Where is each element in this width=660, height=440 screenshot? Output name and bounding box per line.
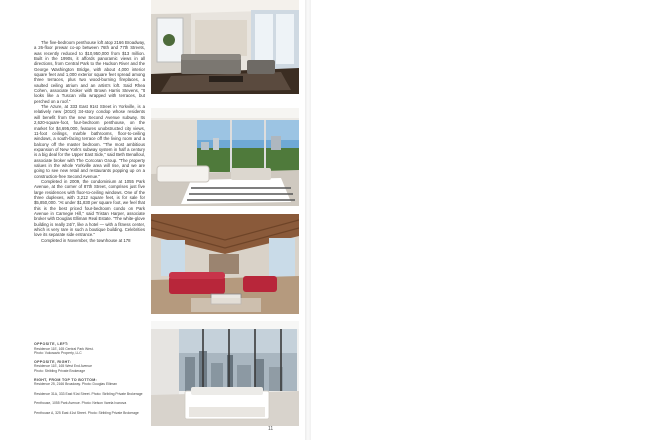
article-body (34, 40, 145, 243)
credit-group (34, 342, 149, 356)
article-paragraph: The Azure, at 333 East 91st Street in Yorkville, is a relatively new (2010) 34-story condop whose residents will benefit from the new Second Avenue subway. Its 2,620-square-foot, four-bedroom penthouse, on the market for $4,695,000, features unobstructed city views, 11-foot ceilings, marble bathrooms, floor-to-ceiling windows, a south-facing terrace off the living room and a balcony off the master bedroom. "The most ambitious expansion of New York's subway system in half a century is a big deal for the Upper East Side," said Beth Benalloul, associate broker with The Corcoran Group. "The property values in the whole Yorkville area will rise, and we are going to see new retail and restaurants popping up on a construction-free Second Avenue." (34, 104, 145, 179)
photo-2166-broadway-living-room (151, 0, 299, 94)
credit-line: Photo: Vukosavic Property, LLC (34, 351, 82, 356)
credit-line: Photo: Stribling Private Brokerage (34, 368, 86, 373)
credit-heading: RIGHT, FROM TOP TO BOTTOM: (34, 377, 98, 382)
left-page (0, 0, 305, 440)
photo-credits (34, 342, 149, 420)
credit-group (34, 360, 149, 374)
credit-group (34, 378, 149, 416)
credit-line: Residence 11E, 165 Central Park West. (34, 346, 94, 351)
page-number: 11 (268, 426, 274, 432)
page-spine (305, 0, 311, 440)
article-paragraph: Completed in 2009, the condominium at 1055 Park Avenue, at the corner of 87th Street, comprises just five large residences with floor-to-ceiling windows. One of the three duplexes, with 3,212 square feet, is for sale for $5,850,000. "At under $1,830 per square foot, we feel that this is the best priced four-bedroom condo on Park Avenue in Carnegie Hill," said Tristan Harper, associate broker with Douglas Elliman Real Estate. "The white-glove building is really 24/7, like a hotel — with a fitness center, which is very rare in such a boutique building. Celebrities love its separate side entrance." (34, 178, 145, 238)
article-paragraph: Completed in November, the townhouse at 178 (41, 237, 131, 243)
credit-line: Residence 11E, 165 West End Avenue (34, 364, 93, 369)
photo-1055-park-avenue (151, 214, 299, 314)
credit-heading: OPPOSITE, LEFT: (34, 342, 69, 346)
photo-333-east-91st-street (151, 108, 299, 206)
credit-line: Penthouse, 1055 Park Avenue. Photo: Nelson Varela Ivanova (34, 401, 127, 406)
credit-line: Residence 31A, 333 East 91st Street. Photo: Stribling Private Brokerage (34, 391, 143, 396)
photo-325-east-41st-street (151, 321, 299, 426)
credit-heading: OPPOSITE, RIGHT: (34, 359, 72, 364)
credit-line: Residence 25, 2166 Broadway. Photo: Douglas Elliman (34, 382, 118, 387)
credit-line: Penthouse A, 325 East 41st Street. Photo: Stribling Private Brokerage (34, 410, 139, 415)
article-paragraph: The five-bedroom penthouse loft atop 2166 Broadway, a 26-floor prewar co-op between 76th and 77th Streets, was recently reduced to $10,950,000 from $13 million. Built in the 1990s, it affords panoramic views in all directions, from Central Park to the Hudson River and the George Washington Bridge, with about 4,000 interior square feet and 1,000 exterior square feet spread among three terraces, plus two wood-burning fireplaces, a vaulted ceiling atrium and an artist's loft. Said Rhea Cohen, associate broker with Brown Harris Stevens, "It looks like a Tuscan villa wrapped with terraces, but perched on a roof." (34, 40, 145, 104)
